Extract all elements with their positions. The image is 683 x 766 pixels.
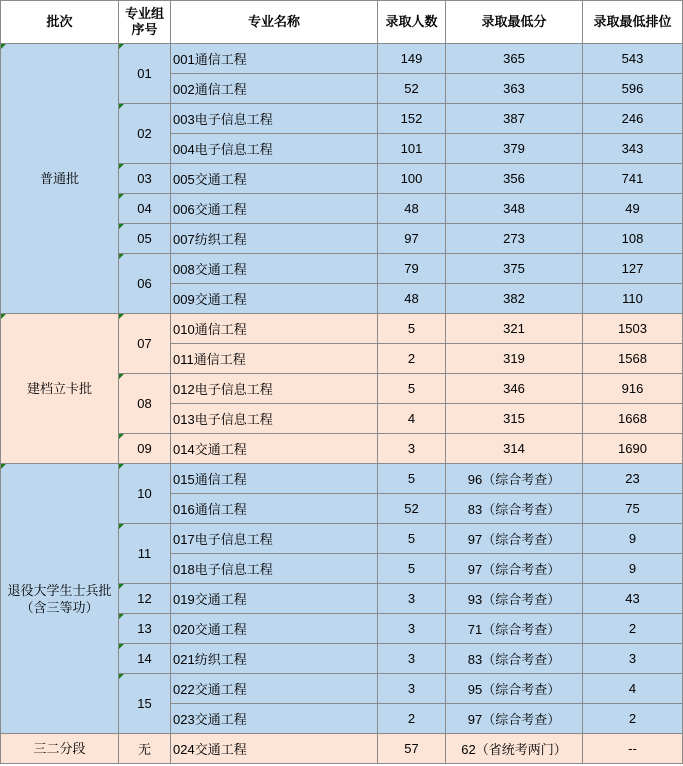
score-cell: 346 <box>446 374 583 404</box>
major-cell: 024交通工程 <box>171 734 378 764</box>
table-row <box>1 734 683 764</box>
score-cell: 356 <box>446 164 583 194</box>
rank-cell: 543 <box>583 44 683 74</box>
group-cell: 05 <box>119 224 171 254</box>
score-cell: 379 <box>446 134 583 164</box>
group-cell: 12 <box>119 584 171 614</box>
count-cell: 57 <box>378 734 446 764</box>
score-cell: 97（综合考查） <box>446 554 583 584</box>
rank-cell: 3 <box>583 644 683 674</box>
batch-cell-regular: 普通批 <box>1 44 119 314</box>
header-min-rank: 录取最低排位 <box>583 1 683 44</box>
group-cell: 13 <box>119 614 171 644</box>
group-cell: 03 <box>119 164 171 194</box>
score-cell: 365 <box>446 44 583 74</box>
score-cell: 97（综合考查） <box>446 704 583 734</box>
group-cell: 06 <box>119 254 171 314</box>
major-cell: 004电子信息工程 <box>171 134 378 164</box>
rank-cell: 23 <box>583 464 683 494</box>
rank-cell: 1503 <box>583 314 683 344</box>
group-cell: 02 <box>119 104 171 164</box>
rank-cell: 343 <box>583 134 683 164</box>
rank-cell: 741 <box>583 164 683 194</box>
score-cell: 97（综合考查） <box>446 524 583 554</box>
table-row <box>1 314 683 344</box>
score-cell: 83（综合考查） <box>446 494 583 524</box>
rank-cell: 9 <box>583 524 683 554</box>
score-cell: 95（综合考查） <box>446 674 583 704</box>
count-cell: 5 <box>378 374 446 404</box>
batch-cell-poverty: 建档立卡批 <box>1 314 119 464</box>
count-cell: 100 <box>378 164 446 194</box>
count-cell: 52 <box>378 74 446 104</box>
count-cell: 5 <box>378 554 446 584</box>
major-cell: 002通信工程 <box>171 74 378 104</box>
group-cell: 无 <box>119 734 171 764</box>
rank-cell: 49 <box>583 194 683 224</box>
count-cell: 79 <box>378 254 446 284</box>
group-cell: 09 <box>119 434 171 464</box>
rank-cell: 108 <box>583 224 683 254</box>
count-cell: 3 <box>378 644 446 674</box>
count-cell: 3 <box>378 584 446 614</box>
major-cell: 017电子信息工程 <box>171 524 378 554</box>
header-count: 录取人数 <box>378 1 446 44</box>
score-cell: 321 <box>446 314 583 344</box>
count-cell: 2 <box>378 704 446 734</box>
rank-cell: -- <box>583 734 683 764</box>
major-cell: 011通信工程 <box>171 344 378 374</box>
header-major: 专业名称 <box>171 1 378 44</box>
header-group: 专业组序号 <box>119 1 171 44</box>
group-cell: 08 <box>119 374 171 434</box>
score-cell: 93（综合考查） <box>446 584 583 614</box>
count-cell: 3 <box>378 434 446 464</box>
rank-cell: 4 <box>583 674 683 704</box>
batch-cell-veteran: 退役大学生士兵批（含三等功） <box>1 464 119 734</box>
count-cell: 97 <box>378 224 446 254</box>
count-cell: 52 <box>378 494 446 524</box>
major-cell: 001通信工程 <box>171 44 378 74</box>
header-row <box>1 1 683 44</box>
major-cell: 023交通工程 <box>171 704 378 734</box>
rank-cell: 43 <box>583 584 683 614</box>
major-cell: 010通信工程 <box>171 314 378 344</box>
rank-cell: 9 <box>583 554 683 584</box>
batch-cell-segment: 三二分段 <box>1 734 119 764</box>
major-cell: 005交通工程 <box>171 164 378 194</box>
count-cell: 3 <box>378 674 446 704</box>
count-cell: 3 <box>378 614 446 644</box>
major-cell: 022交通工程 <box>171 674 378 704</box>
rank-cell: 75 <box>583 494 683 524</box>
group-cell: 10 <box>119 464 171 524</box>
group-cell: 01 <box>119 44 171 104</box>
major-cell: 013电子信息工程 <box>171 404 378 434</box>
header-min-score: 录取最低分 <box>446 1 583 44</box>
major-cell: 003电子信息工程 <box>171 104 378 134</box>
rank-cell: 1690 <box>583 434 683 464</box>
score-cell: 96（综合考查） <box>446 464 583 494</box>
count-cell: 152 <box>378 104 446 134</box>
score-cell: 387 <box>446 104 583 134</box>
score-cell: 348 <box>446 194 583 224</box>
rank-cell: 2 <box>583 614 683 644</box>
rank-cell: 1668 <box>583 404 683 434</box>
score-cell: 314 <box>446 434 583 464</box>
table-row <box>1 44 683 74</box>
score-cell: 382 <box>446 284 583 314</box>
major-cell: 014交通工程 <box>171 434 378 464</box>
major-cell: 012电子信息工程 <box>171 374 378 404</box>
group-cell: 15 <box>119 674 171 734</box>
score-cell: 71（综合考查） <box>446 614 583 644</box>
count-cell: 5 <box>378 524 446 554</box>
count-cell: 5 <box>378 314 446 344</box>
header-batch: 批次 <box>1 1 119 44</box>
rank-cell: 916 <box>583 374 683 404</box>
rank-cell: 246 <box>583 104 683 134</box>
major-cell: 018电子信息工程 <box>171 554 378 584</box>
count-cell: 5 <box>378 464 446 494</box>
rank-cell: 2 <box>583 704 683 734</box>
group-cell: 07 <box>119 314 171 374</box>
count-cell: 48 <box>378 194 446 224</box>
group-cell: 11 <box>119 524 171 584</box>
score-cell: 273 <box>446 224 583 254</box>
major-cell: 016通信工程 <box>171 494 378 524</box>
rank-cell: 1568 <box>583 344 683 374</box>
score-cell: 62（省统考两门） <box>446 734 583 764</box>
table-row <box>1 464 683 494</box>
rank-cell: 127 <box>583 254 683 284</box>
major-cell: 019交通工程 <box>171 584 378 614</box>
major-cell: 006交通工程 <box>171 194 378 224</box>
count-cell: 101 <box>378 134 446 164</box>
rank-cell: 110 <box>583 284 683 314</box>
count-cell: 2 <box>378 344 446 374</box>
score-cell: 83（综合考查） <box>446 644 583 674</box>
score-cell: 363 <box>446 74 583 104</box>
score-cell: 315 <box>446 404 583 434</box>
count-cell: 4 <box>378 404 446 434</box>
major-cell: 008交通工程 <box>171 254 378 284</box>
major-cell: 020交通工程 <box>171 614 378 644</box>
major-cell: 009交通工程 <box>171 284 378 314</box>
score-cell: 319 <box>446 344 583 374</box>
score-cell: 375 <box>446 254 583 284</box>
group-cell: 04 <box>119 194 171 224</box>
group-cell: 14 <box>119 644 171 674</box>
rank-cell: 596 <box>583 74 683 104</box>
major-cell: 015通信工程 <box>171 464 378 494</box>
count-cell: 48 <box>378 284 446 314</box>
major-cell: 021纺织工程 <box>171 644 378 674</box>
major-cell: 007纺织工程 <box>171 224 378 254</box>
count-cell: 149 <box>378 44 446 74</box>
